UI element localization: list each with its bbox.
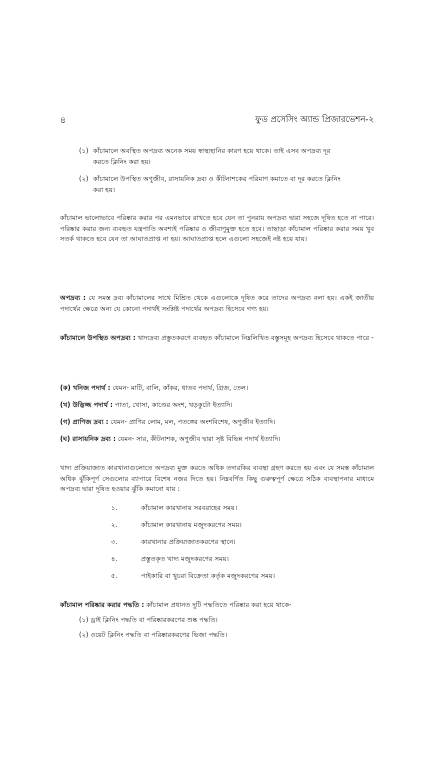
risk-point-num: ৩. (111, 538, 118, 546)
risk-point-text: কারখানার প্রক্রিয়াজাতকরণের স্থানে। (141, 538, 236, 546)
risk-point-text: প্রস্তুতকৃত খাদ্য মজুদকরণের সময়। (141, 555, 229, 563)
impurity-type-label: (গ) প্রাণিজ দ্রব্য : (60, 418, 109, 426)
risk-point (111, 554, 229, 564)
impurity-type-text: যেমন- মাটি, বালি, কাঁকর, ধাতব পদার্থ, গ্রিজ, তেল। (110, 384, 249, 392)
impurity-type-label: (ঘ) রাসায়নিক দ্রব্য : (60, 435, 116, 443)
risk-point (111, 537, 236, 547)
methods-heading (60, 600, 291, 610)
impurity-type-animal (60, 417, 275, 427)
page-number: ৪ (60, 116, 66, 126)
risk-point-text: কাঁচামাল কারখানায় সরবরাহের সময়। (141, 504, 238, 512)
method-item-wet (79, 630, 227, 640)
intro-item-1-line-2: করতে ক্লিনিং করা হয়। (93, 158, 151, 166)
impurity-type-label: (খ) উদ্ভিজ্জ পদার্থ : (60, 401, 113, 409)
method-item-text: ওয়েট ক্লিনিং পদ্ধতি বা পরিষ্কারকরণের ভিজা পদ্ধতি। (90, 631, 228, 639)
definition-text: যে সমস্ত দ্রব্য কাঁচামালের সাথে মিশ্রিত থেকে এগুলোকে দূষিত করে তাদের অপদ্রব্য বলা হয়। একই জাতীয় পদার্থের ক্ষেত্রে অন্য যে কোনো পদার্থই সংশ্লিষ্ট পদার্থের অপদ্রব্য হিসেবে গণ্য হয়। (60, 294, 374, 313)
running-title: ফুড প্রসেসিং অ্যান্ড প্রিজারভেশন-২ (255, 115, 374, 125)
methods-term: কাঁচামাল পরিষ্কার করার পদ্ধতি : (60, 601, 145, 609)
present-impurities-text: খাদ্যদ্রব্য প্রস্তুতকরণে ব্যবহৃত কাঁচামালে নিম্নলিখিত বস্তুসমূহ অপদ্রব্য হিসেবে থাকতে পারে - (135, 334, 374, 342)
intro-item-2-num: (২) (79, 175, 89, 183)
present-impurities-term: কাঁচামালে উপস্থিত অপদ্রব্য : (60, 334, 136, 342)
factory-paragraph (60, 463, 374, 495)
definition-paragraph (60, 293, 374, 314)
impurity-type-label: (ক) খনিজ পদার্থ : (60, 384, 111, 392)
methods-text: কাঁচামাল প্রধানত দুটি পদ্ধতিতে পরিষ্কার করা হয়ে থাকে- (144, 601, 292, 609)
impurity-type-text: পাতা, খোসা, কাণ্ডের অংশ, খড়কুটো ইত্যাদি। (112, 401, 233, 409)
intro-item-2-line-1: কাঁচামালে উপস্থিত অণুজীব, রাসায়নিক দ্রব্য ও কীটনাশকের পরিমাণ কমাতে বা দূর করতে ক্লিনিং (93, 175, 341, 183)
present-impurities-paragraph (60, 333, 374, 344)
risk-point (111, 571, 275, 581)
method-item-num: (১) (79, 616, 89, 624)
impurity-type-plant (60, 400, 233, 410)
risk-point (111, 503, 237, 513)
risk-point-num: ১. (111, 504, 118, 512)
cleaning-paragraph-text: কাঁচামাল ভালোভাবে পরিষ্কার করার পর এমনভাবে রাখতে হবে যেন তা পুনরায় অপদ্রব্য দ্বারা সহজে দূষিত হতে না পারে। পরিষ্কার করার জন্য ব্যবহৃত যন্ত্রপাতি অবশ্যই পরিষ্কার ও জীবাণুমুক্ত হতে হবে। তাছাড়া কাঁচামাল পরিষ্কার করার সময় খুব সতর্ক থাকতে হবে যেন তা আঘাতপ্রাপ্ত না হয়। আঘাতপ্রাপ্ত হলে এগুলো সহজেই নষ্ট হয়ে যায়। (60, 214, 374, 243)
risk-point-text: কাঁচামাল কারখানায় মজুদকরণের সময়। (141, 521, 242, 529)
risk-point-num: ২. (111, 521, 118, 529)
method-item-text: ড্রাই ক্লিনিং পদ্ধতি বা পরিষ্কারকরণের শুষ্ক পদ্ধতি। (90, 616, 218, 624)
risk-point (111, 520, 242, 530)
risk-point-num: ৫. (111, 572, 118, 580)
risk-point-num: ৪. (111, 555, 118, 563)
factory-paragraph-text: খাদ্য প্রক্রিয়াজাত কারখানাগুলোতে অপদ্রব্য মুক্ত করতে অধিক তদারকির ব্যবস্থা গ্রহণ করতে হয় এবং যে সমস্ত কাঁচামাল অধিক ঝুঁকিপূর্ণ সেগুলোর ব্যাপারে বিশেষ নজর দিতে হয়। নিম্নবর্ণিত কিছু গুরুত্বপূর্ণ ক্ষেত্রে সঠিক ব্যবস্থাপনার মাধ্যমে অপদ্রব্য দ্বারা দূষিত হওয়ার ঝুঁকি কমানো যায় : (60, 464, 374, 493)
intro-item-2-line-2: করা হয়। (93, 186, 115, 194)
impurity-type-text: যেমন- প্রাণির লোম, মল, পতঙ্গের অংশবিশেষ, অণুজীব ইত্যাদি। (108, 418, 276, 426)
risk-point-text: পাইকারি বা খুচরা বিক্রেতা কর্তৃক মজুদকরণের সময়। (141, 572, 275, 580)
intro-item-1-line-1: কাঁচামালে অবস্থিত অপদ্রব্য অনেক সময় স্বাস্থ্যহানির কারণ হয়ে থাকে। তাই এসব অপদ্রব্য দূর (93, 147, 331, 155)
method-item-dry (79, 615, 218, 625)
method-item-num: (২) (79, 631, 89, 639)
impurity-type-text: যেমন- সার, কীটনাশক, অণুজীব দ্বারা সৃষ্ট বিভিন্ন পদার্থ ইত্যাদি। (115, 435, 281, 443)
definition-term: অপদ্রব্য : (60, 294, 86, 302)
cleaning-paragraph (60, 213, 374, 245)
impurity-type-chemical (60, 434, 281, 444)
intro-item-1-num: (১) (79, 147, 89, 155)
impurity-type-mineral (60, 383, 248, 393)
